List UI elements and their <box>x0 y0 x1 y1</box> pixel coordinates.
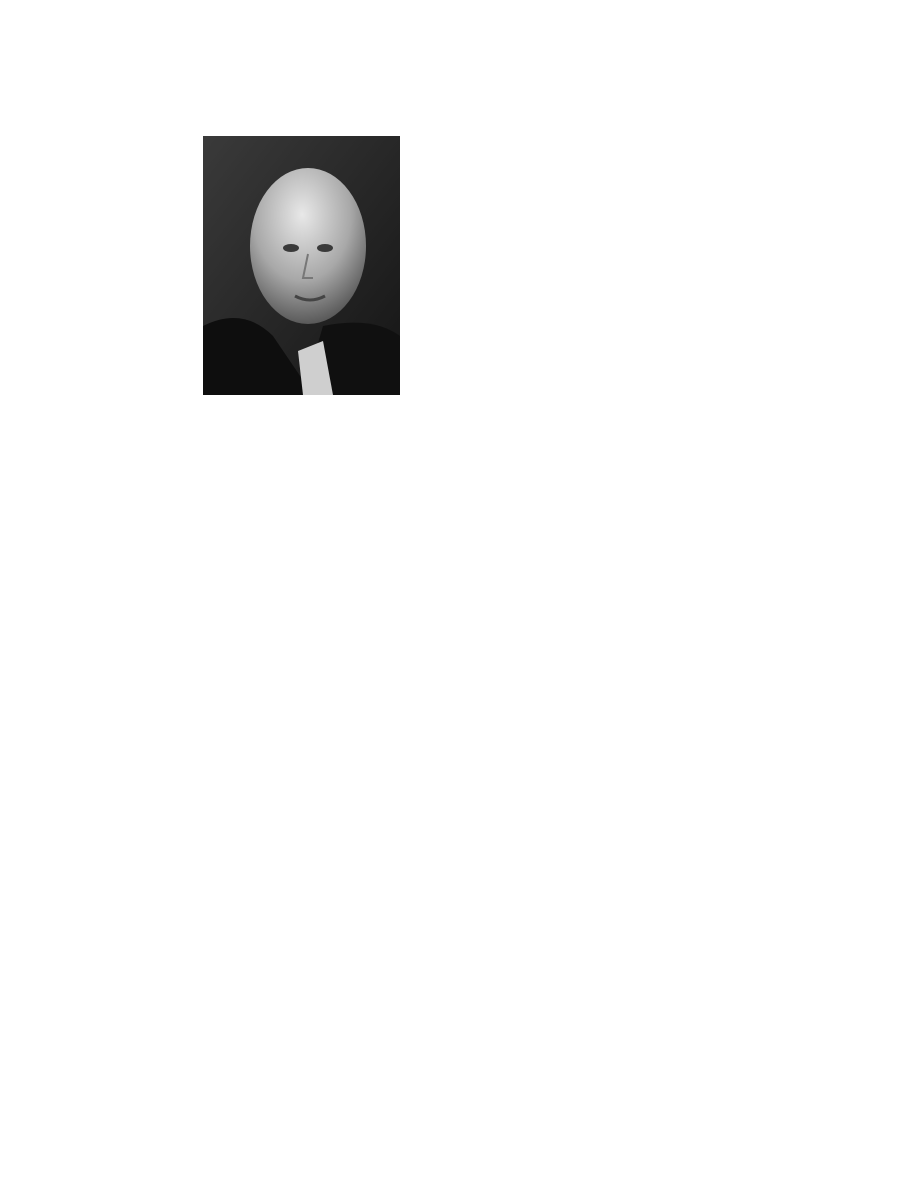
author-photo <box>203 136 400 395</box>
author-portrait-image <box>203 136 400 395</box>
